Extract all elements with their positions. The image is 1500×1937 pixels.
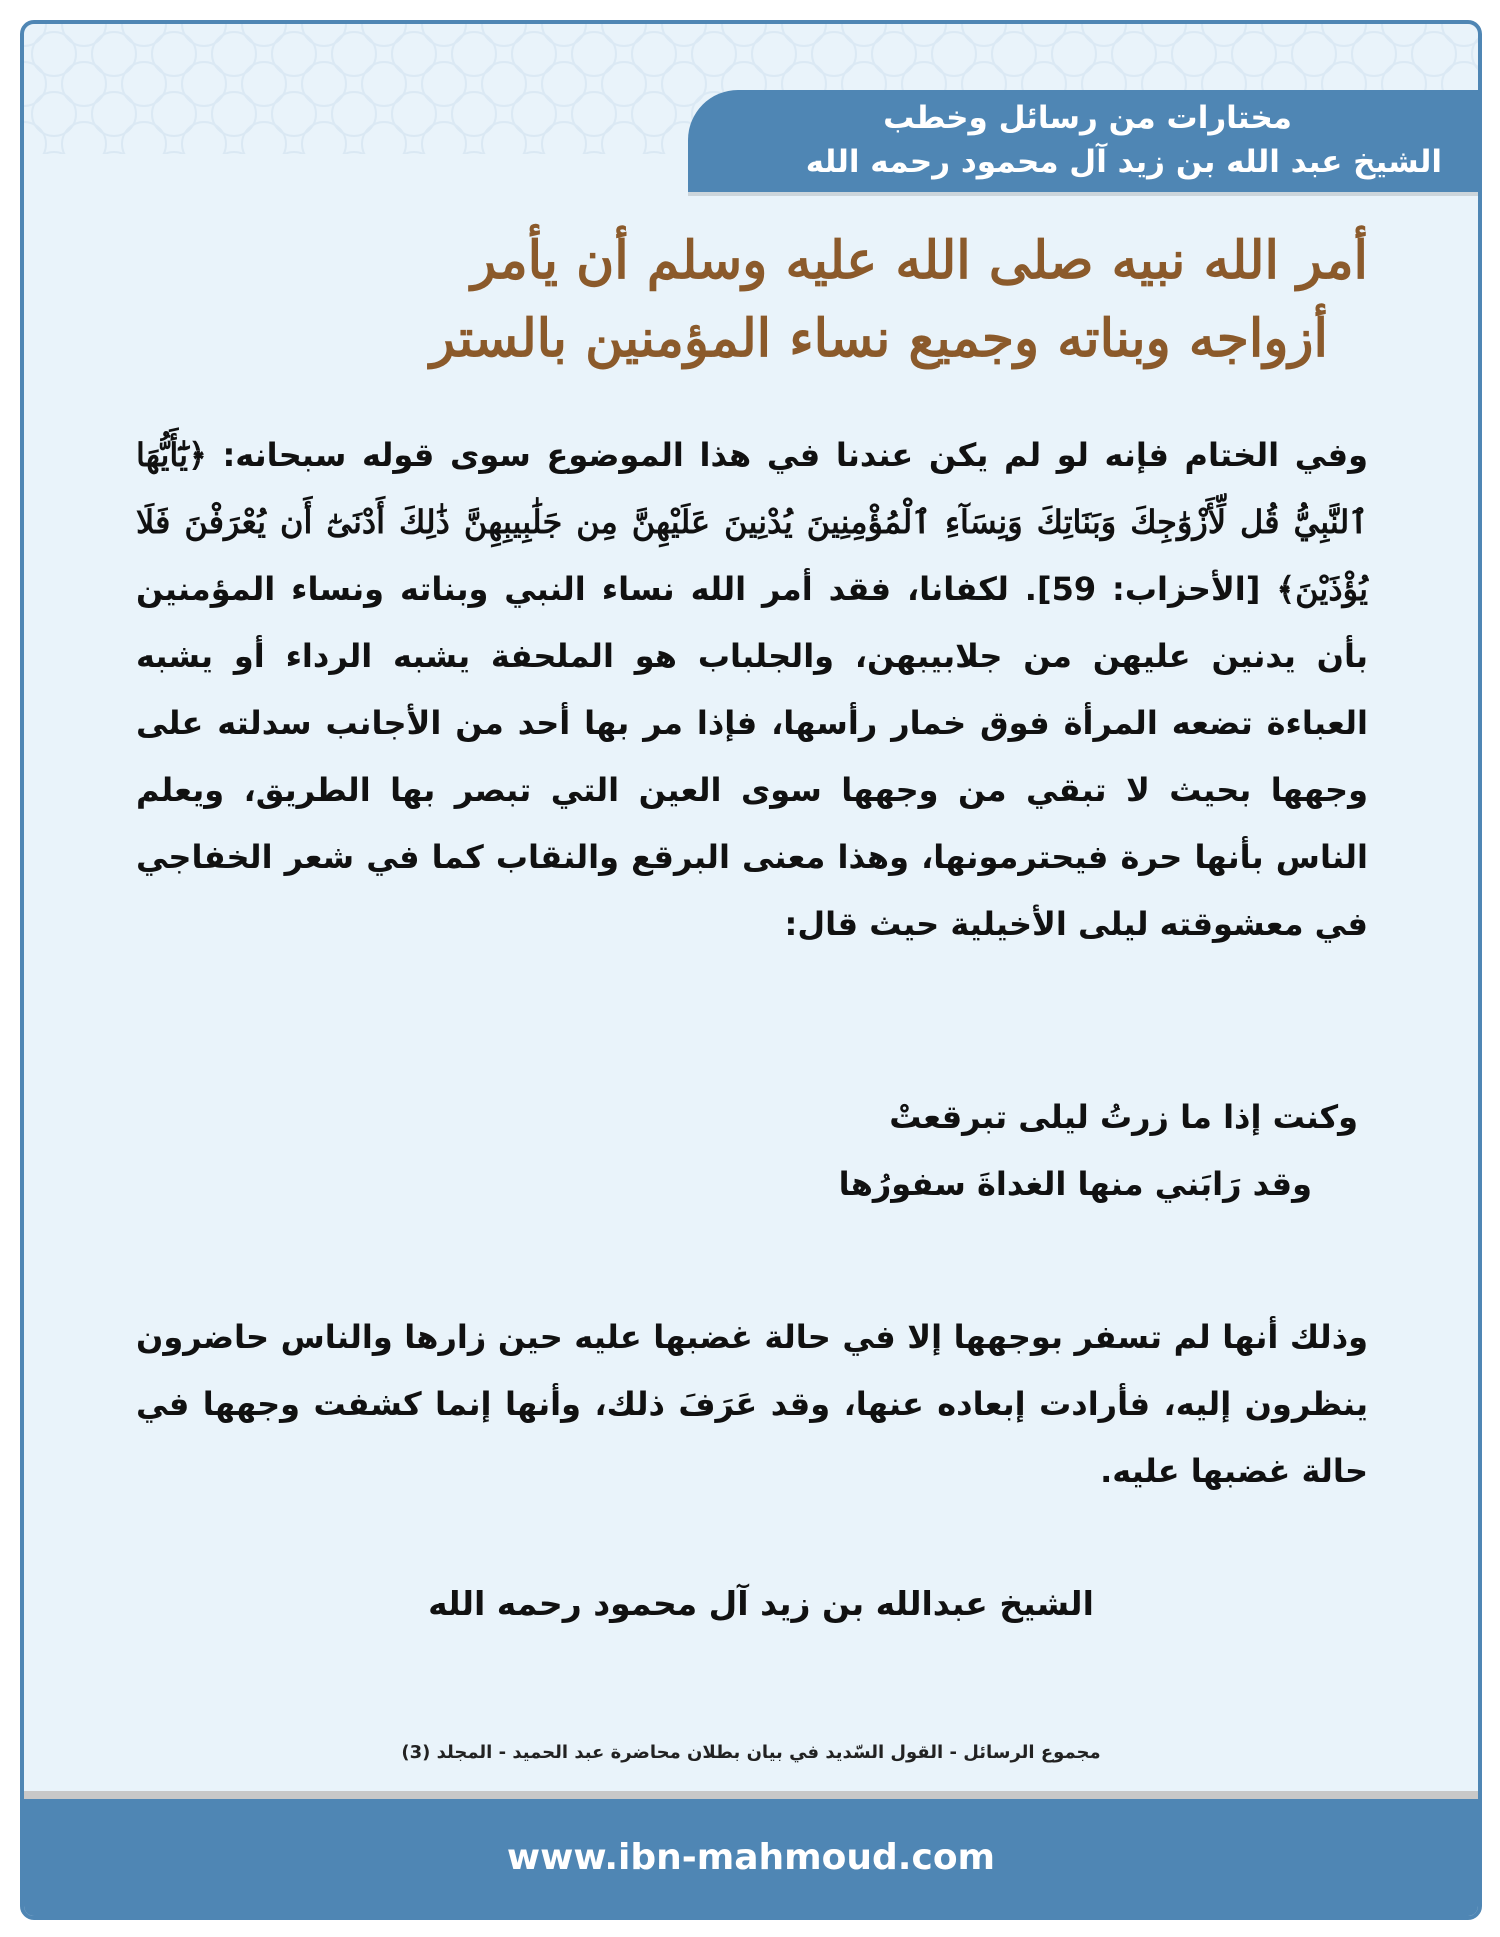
author-signature: الشيخ عبدالله بن زيد آل محمود رحمه الله — [428, 1584, 1094, 1623]
paragraph-rest: [الأحزاب: 59]. لكفانا، فقد أمر الله نساء النبي وبناته ونساء المؤمنين بأن يدنين عليهن من جلابيبهن، والجلباب هو الملحفة يشبه الرداء أو يشبه العباءة تضعه المرأة فوق خمار رأسها، فإذا مر بها أحد من الأجانب سدلته على وجهها بحيث لا تبقي من وجهها سوى العين التي تبصر بها الطريق، ويعلم الناس بأنها حرة فيحترمونها، وهذا معنى البرقع والنقاب كما في شعر الخفاجي في معشوقته ليلى الأخيلية حيث قال: — [136, 570, 1368, 943]
body-paragraph-2: وذلك أنها لم تسفر بوجهها إلا في حالة غضبها عليه حين زارها والناس حاضرون ينظرون إليه، فأرادت إبعاده عنها، وقد عَرَفَ ذلك، وأنها إنما كشفت وجهها في حالة غضبها عليه. — [136, 1318, 1368, 1490]
source-citation: مجموع الرسائل - القول السّديد في بيان بطلان محاضرة عبد الحميد - المجلد (3) — [401, 1742, 1101, 1763]
title-line-2: أزواجه وبناته وجميع نساء المؤمنين بالستر — [430, 308, 1328, 369]
footer-divider — [24, 1791, 1478, 1799]
website-link[interactable]: www.ibn-mahmoud.com — [506, 1837, 996, 1878]
page-title — [134, 222, 1368, 378]
footer-bar — [24, 1799, 1478, 1916]
poem-verse — [839, 1084, 1358, 1218]
paragraph-intro: وفي الختام فإنه لو لم يكن عندنا في هذا الموضوع سوى قوله سبحانه: — [206, 436, 1368, 474]
header-author: الشيخ عبد الله بن زيد آل محمود رحمه الله — [805, 144, 1442, 180]
quran-verse: ﴿يَٰٓأَيُّهَا ٱلنَّبِيُّ قُل لِّأَزْوَٰجِكَ وَبَنَاتِكَ وَنِسَآءِ ٱلْمُؤْمِنِينَ يُدْنِينَ عَلَيْهِنَّ مِن جَلَٰبِيبِهِنَّ ذَٰلِكَ أَدْنَىٰٓ أَن يُعْرَفْنَ فَلَا يُؤْذَيْنَ﴾ — [136, 436, 1369, 608]
poem-line-2: وقد رَابَني منها الغداةَ سفورُها — [838, 1165, 1312, 1203]
header-subtitle: مختارات من رسائل وخطب — [883, 100, 1292, 136]
page-frame — [20, 20, 1482, 1920]
body-paragraph-1 — [136, 422, 1368, 958]
header-banner — [688, 90, 1478, 192]
poem-line-1: وكنت إذا ما زرتُ ليلى تبرقعتْ — [889, 1098, 1358, 1136]
title-line-1: أمر الله نبيه صلى الله عليه وسلم أن يأمر — [471, 230, 1368, 291]
